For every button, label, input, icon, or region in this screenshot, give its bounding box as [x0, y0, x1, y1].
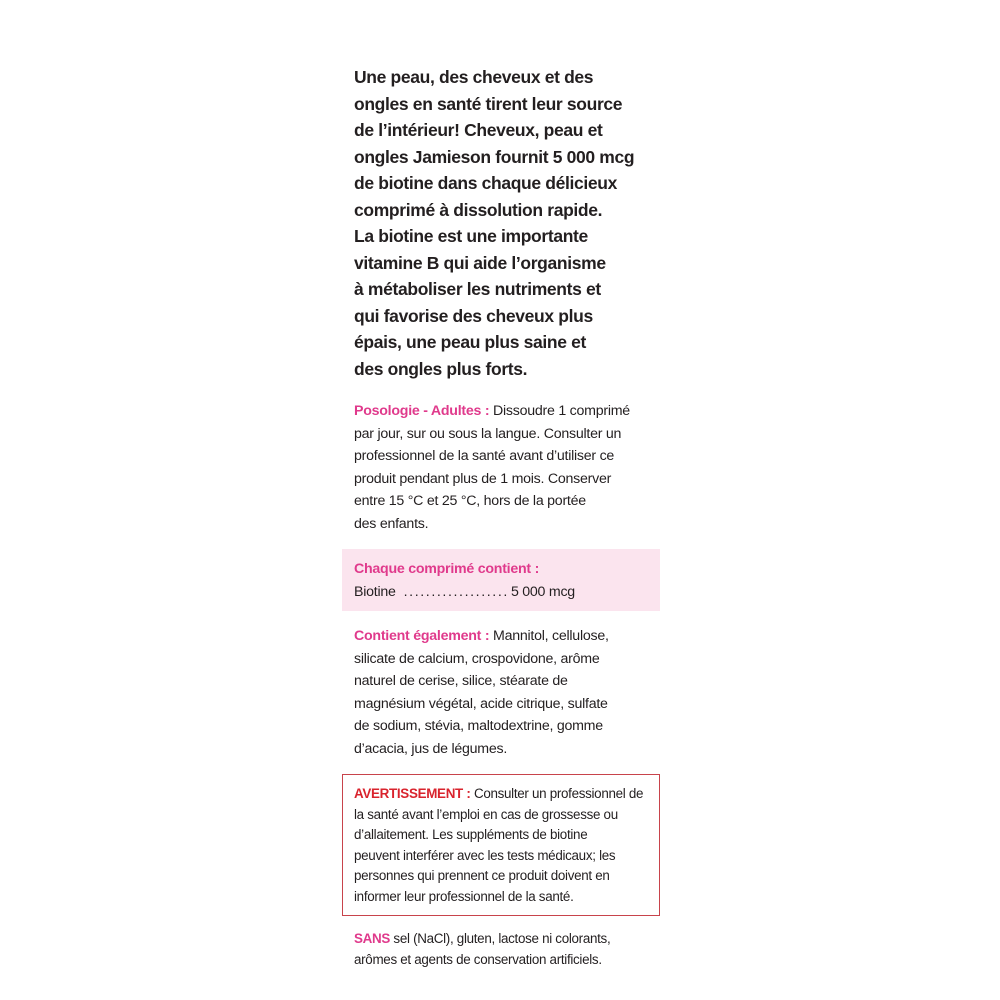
ingredient-row: [354, 581, 648, 604]
free-from-text: sel (NaCl), gluten, lactose ni colorants,: [390, 931, 611, 946]
description-line: vitamine B qui aide l’organisme: [354, 252, 606, 273]
free-from-first-line: [354, 929, 654, 950]
warning-box: [342, 774, 660, 916]
dosage-line: entre 15 °C et 25 °C, hors de la portée: [354, 493, 586, 509]
ingredient-amount: 5 000 mcg: [510, 583, 575, 600]
description-line: des ongles plus forts.: [354, 358, 528, 379]
other-ingredients-label: Contient également :: [354, 628, 490, 644]
description-line: ongles en santé tirent leur source: [354, 93, 623, 114]
composition-label: Chaque comprimé contient :: [354, 561, 540, 577]
warning-line: personnes qui prennent ce produit doivent en: [354, 868, 610, 883]
product-description: [354, 64, 654, 382]
description-line: épais, une peau plus saine et: [354, 332, 587, 352]
other-ingredients-line: naturel de cerise, silice, stéarate de: [354, 673, 568, 689]
other-ingredients-first-line: [354, 625, 654, 648]
description-line: qui favorise des cheveux plus: [354, 305, 593, 326]
free-from-section: [354, 929, 654, 970]
dosage-text: Dissoudre 1 comprimé: [489, 403, 630, 419]
warning-line: d’allaitement. Les suppléments de biotine: [354, 827, 588, 842]
other-ingredients-section: [354, 625, 654, 760]
dosage-line: des enfants.: [354, 515, 429, 532]
description-line: de biotine dans chaque délicieux: [354, 173, 618, 193]
warning-line: informer leur professionnel de la santé.: [354, 888, 574, 904]
warning-line: la santé avant l’emploi en cas de grossesse ou: [354, 806, 618, 822]
label-text-column: [342, 64, 660, 970]
dosage-section: [354, 400, 654, 535]
other-ingredients-line: de sodium, stévia, maltodextrine, gomme: [354, 718, 603, 734]
description-line: Une peau, des cheveux et des: [354, 67, 594, 87]
warning-first-line: [354, 784, 649, 805]
other-ingredients-line: silicate de calcium, crospovidone, arôme: [354, 650, 600, 667]
composition-box: [342, 549, 660, 611]
free-from-line: arômes et agents de conservation artificiels.: [354, 951, 602, 967]
leader-dots: ...................: [403, 583, 509, 600]
other-ingredients-line: d’acacia, jus de légumes.: [354, 740, 508, 757]
warning-label: AVERTISSEMENT :: [354, 786, 471, 801]
ingredient-name: Biotine: [354, 583, 396, 600]
description-line: La biotine est une importante: [354, 226, 588, 246]
dosage-line: produit pendant plus de 1 mois. Conserver: [354, 470, 612, 487]
dosage-line: professionnel de la santé avant d’utiliser ce: [354, 448, 615, 464]
free-from-label: SANS: [354, 931, 391, 946]
description-line: comprimé à dissolution rapide.: [354, 199, 603, 220]
other-ingredients-line: magnésium végétal, acide citrique, sulfate: [354, 695, 608, 712]
dosage-label: Posologie - Adultes :: [354, 403, 490, 419]
description-line: ongles Jamieson fournit 5 000 mcg: [354, 146, 635, 167]
dosage-line: par jour, sur ou sous la langue. Consulter un: [354, 425, 622, 442]
description-line: de l’intérieur! Cheveux, peau et: [354, 120, 603, 140]
warning-text: Consulter un professionnel de: [470, 786, 644, 801]
dosage-first-line: [354, 400, 654, 423]
other-ingredients-text: Mannitol, cellulose,: [489, 628, 609, 644]
description-line: à métaboliser les nutriments et: [354, 279, 601, 299]
warning-line: peuvent interférer avec les tests médicaux; les: [354, 847, 616, 863]
